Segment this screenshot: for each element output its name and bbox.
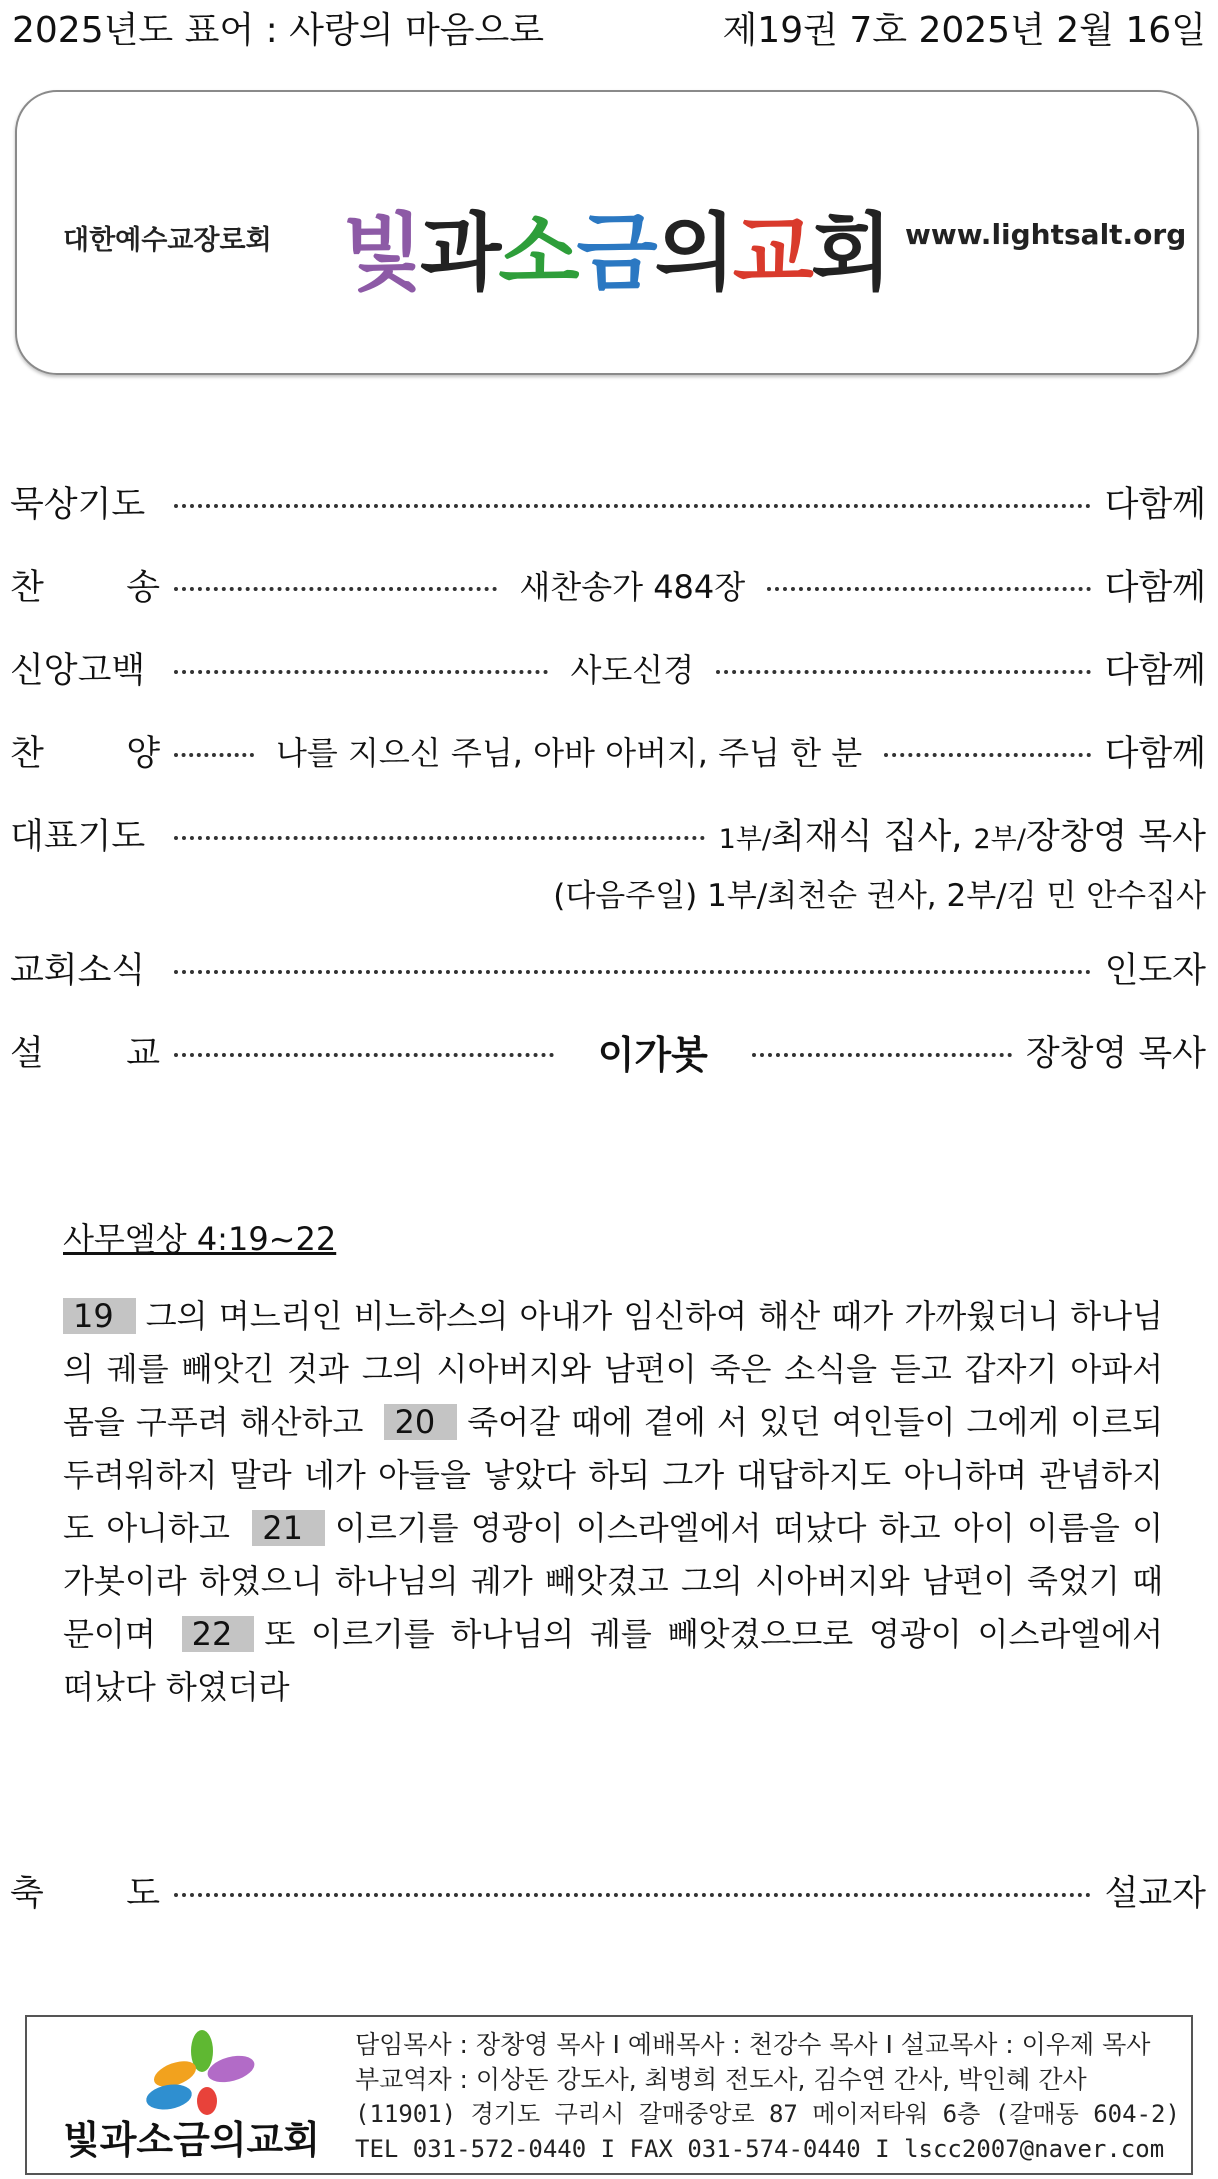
order-label: 찬 양 <box>10 734 160 774</box>
scripture-reference: 사무엘상 4:19~22 <box>63 1220 337 1258</box>
order-label: 묵상기도 <box>10 485 146 525</box>
leader-dots <box>174 504 1091 508</box>
leader-dots <box>174 1893 1091 1897</box>
issue-date: 제19권 7호 2025년 2월 16일 <box>722 9 1206 51</box>
motto: 2025년도 표어 : 사랑의 마음으로 <box>12 9 545 51</box>
verse-text: 또 이르기를 하나님의 궤를 빼앗겼으므로 영광이 이스라엘에서 떠났다 하였더라 <box>63 1615 1164 1706</box>
order-row-benediction <box>10 1866 1206 1916</box>
church-flower-logo-icon <box>127 2029 277 2119</box>
next-week-prayer: (다음주일) 1부/최천순 권사, 2부/김 민 안수집사 <box>553 878 1206 914</box>
order-row-praise <box>10 726 1206 776</box>
order-label: 교회소식 <box>10 951 146 991</box>
leader-dots <box>752 1053 1012 1057</box>
scripture-passage <box>63 1214 1163 1714</box>
order-leader: 다함께 <box>1104 485 1206 525</box>
denomination: 대한예수교장로회 <box>63 225 272 256</box>
church-contact-info <box>355 2027 1180 2167</box>
order-row-news <box>10 943 1206 993</box>
church-banner <box>15 90 1199 375</box>
order-label: 설 교 <box>10 1034 160 1074</box>
order-label: 신앙고백 <box>10 651 146 691</box>
leader-dots <box>174 970 1091 974</box>
order-label: 대표기도 <box>10 817 146 857</box>
logo-char: 회 <box>810 204 890 302</box>
staff-line: 부교역자 : 이상돈 강도사, 최병희 전도사, 김수연 간사, 박인혜 간사 <box>355 2065 1087 2094</box>
leader-dots <box>174 753 254 757</box>
leader-dots <box>174 670 548 674</box>
leader-dots <box>884 753 1090 757</box>
scripture-text <box>63 1290 1163 1714</box>
order-row-sermon <box>10 1026 1206 1076</box>
verse-number: 20 <box>384 1404 457 1440</box>
logo-char: 과 <box>420 204 499 302</box>
footer-church-name: 빛과소금의교회 <box>63 2117 320 2162</box>
verse-number: 21 <box>252 1510 325 1546</box>
church-logo-text <box>342 186 889 307</box>
sermon-title: 이가봇 <box>597 1032 708 1077</box>
order-leader: 장창영 목사 <box>1025 1034 1206 1074</box>
order-label: 축 도 <box>10 1874 160 1914</box>
order-row-hymn <box>10 560 1206 610</box>
logo-char: 금 <box>576 204 655 302</box>
verse-text: 이르기를 영광이 이스라엘에서 떠났다 하고 아이 이름을 이가봇이라 하였으니 하나님의 궤가 빼앗겼고 그의 시아버지와 남편이 죽었기 때문이며 <box>63 1509 1164 1653</box>
church-info-footer <box>25 2015 1193 2175</box>
order-leader: 다함께 <box>1104 734 1206 774</box>
verse-number: 22 <box>182 1616 255 1652</box>
leader-dots <box>767 587 1090 591</box>
contact-line: TEL 031-572-0440 I FAX 031-574-0440 I lscc2007@naver.com <box>355 2135 1165 2163</box>
logo-char: 빛 <box>342 204 421 302</box>
order-row-silent-prayer <box>10 477 1206 527</box>
order-leader: 다함께 <box>1104 651 1206 691</box>
church-url[interactable]: www.lightsalt.org <box>905 218 1187 251</box>
address-line: (11901) 경기도 구리시 갈매중앙로 87 메이저타워 6층 (갈매동 604-2) <box>355 2100 1180 2128</box>
leader-dots <box>716 670 1090 674</box>
leader-dots <box>174 587 497 591</box>
order-content: 사도신경 <box>570 651 695 689</box>
order-content: 새찬송가 484장 <box>519 568 746 606</box>
order-leader: 다함께 <box>1104 568 1206 608</box>
order-row-prayer <box>10 809 1206 859</box>
order-content: 나를 지으신 주님, 아바 아버지, 주님 한 분 <box>276 734 863 772</box>
leader-dots <box>174 1053 554 1057</box>
logo-char: 교 <box>732 204 811 302</box>
order-leader: 인도자 <box>1104 951 1206 991</box>
order-leader: 설교자 <box>1104 1874 1206 1914</box>
verse-text: 죽어갈 때에 곁에 서 있던 여인들이 그에게 이르되 두려워하지 말라 네가 아들을 낳았다 하되 그가 대답하지도 아니하며 관념하지도 아니하고 <box>63 1403 1163 1547</box>
order-leader: 1부/최재식 집사, 2부/장창영 목사 <box>718 817 1206 857</box>
verse-number: 19 <box>63 1298 136 1334</box>
logo-char: 소 <box>498 204 577 302</box>
order-row-creed <box>10 643 1206 693</box>
verse-text: 그의 며느리인 비느하스의 아내가 임신하여 해산 때가 가까웠더니 하나님의 궤를 빼앗긴 것과 그의 시아버지와 남편이 죽은 소식을 듣고 갑자기 아파서 몸을 구푸려 해산하고 <box>63 1297 1163 1441</box>
page-header <box>12 2 1206 52</box>
pastors-line: 담임목사 : 장창영 목사 I 예배목사 : 천강수 목사 I 설교목사 : 이우제 목사 <box>355 2030 1151 2059</box>
leader-dots <box>174 836 705 840</box>
order-label: 찬 송 <box>10 568 160 608</box>
logo-char: 의 <box>654 204 733 302</box>
